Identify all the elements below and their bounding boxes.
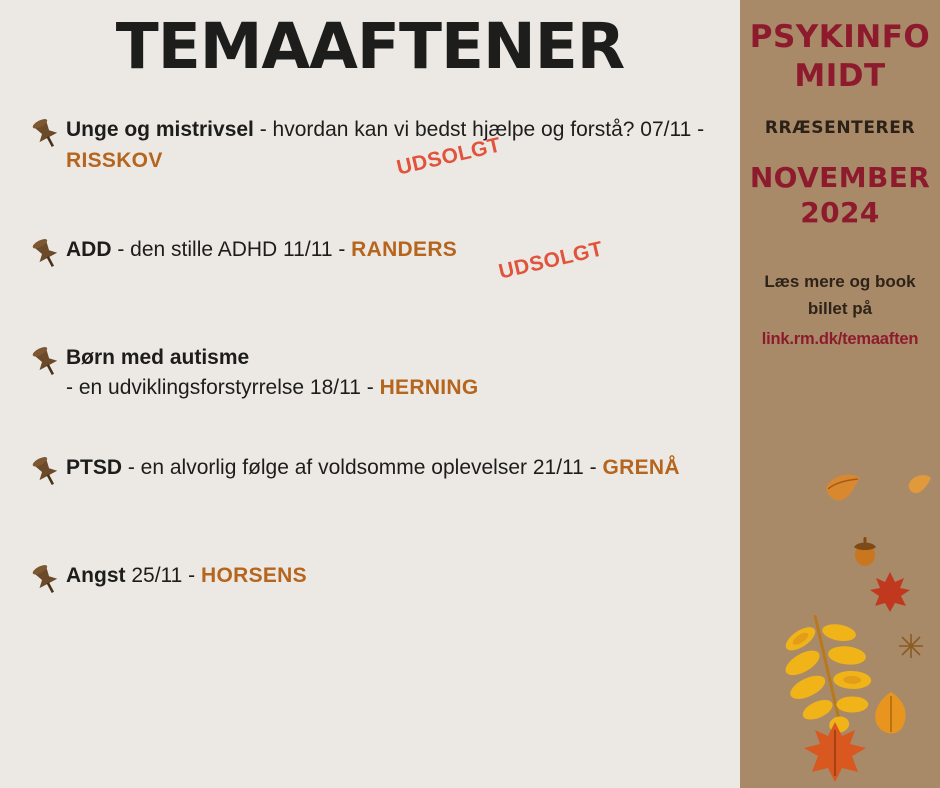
page-title: TEMAAFTENER xyxy=(115,10,625,83)
list-item xyxy=(26,114,720,180)
event-title: Børn med autisme xyxy=(66,346,250,370)
event-text xyxy=(66,234,720,284)
event-title: ADD xyxy=(66,238,112,262)
booking-line-1: Læs mere og book xyxy=(764,271,916,291)
event-text xyxy=(66,342,720,404)
event-description: - hvordan kan vi bedst hjælpe og forstå? 07/11 - xyxy=(253,118,705,142)
maple-leaf-icon xyxy=(800,720,870,788)
list-item xyxy=(26,234,720,294)
booking-line-2: billet på xyxy=(807,298,873,318)
star-leaf-icon xyxy=(897,632,925,665)
status-badge: UDSOLGT xyxy=(394,133,504,180)
booking-link[interactable]: link.rm.dk/temaaften xyxy=(761,329,919,348)
list-item xyxy=(26,560,720,620)
brand-line-1: PSYKINFO xyxy=(749,19,931,55)
event-city: GRENÅ xyxy=(602,455,680,479)
event-description: 25/11 - xyxy=(125,563,201,587)
leaf-icon xyxy=(907,472,933,501)
event-text xyxy=(66,114,720,180)
maple-leaf-icon xyxy=(868,570,912,619)
leaf-icon xyxy=(870,690,912,741)
pushpin-icon xyxy=(26,454,66,488)
list-item xyxy=(26,452,720,512)
status-badge: UDSOLGT xyxy=(496,237,606,284)
presents-label: RRÆSENTERER xyxy=(764,117,916,138)
poster-sidebar xyxy=(740,0,940,788)
pushpin-icon xyxy=(26,116,66,150)
event-description: - en udviklingsforstyrrelse 18/11 - xyxy=(66,376,380,400)
pushpin-icon xyxy=(26,344,66,378)
event-list xyxy=(0,114,740,620)
event-city: HERNING xyxy=(379,376,479,400)
compound-leaf-icon xyxy=(772,610,882,740)
event-text xyxy=(66,560,720,591)
brand-name xyxy=(740,18,940,96)
leaf-icon xyxy=(822,470,864,509)
year-label: 2024 xyxy=(800,195,880,229)
acorn-icon xyxy=(850,535,880,572)
list-item xyxy=(26,342,720,404)
event-description: - en alvorlig følge af voldsomme oplevelser 21/11 - xyxy=(122,455,603,479)
brand-line-2: MIDT xyxy=(794,57,886,94)
event-city: RISSKOV xyxy=(66,148,163,172)
event-text xyxy=(66,452,720,483)
event-title: Angst xyxy=(66,563,126,587)
pushpin-icon xyxy=(26,236,66,270)
event-city: RANDERS xyxy=(351,238,458,262)
month-label: NOVEMBER xyxy=(749,160,931,194)
pushpin-icon xyxy=(26,562,66,596)
event-title: PTSD xyxy=(66,455,123,479)
event-description: - den stille ADHD 11/11 - xyxy=(111,238,352,262)
date-block xyxy=(740,160,940,230)
event-city: HORSENS xyxy=(201,563,307,587)
event-title: Unge og mistrivsel xyxy=(66,118,254,142)
booking-info xyxy=(740,268,940,353)
